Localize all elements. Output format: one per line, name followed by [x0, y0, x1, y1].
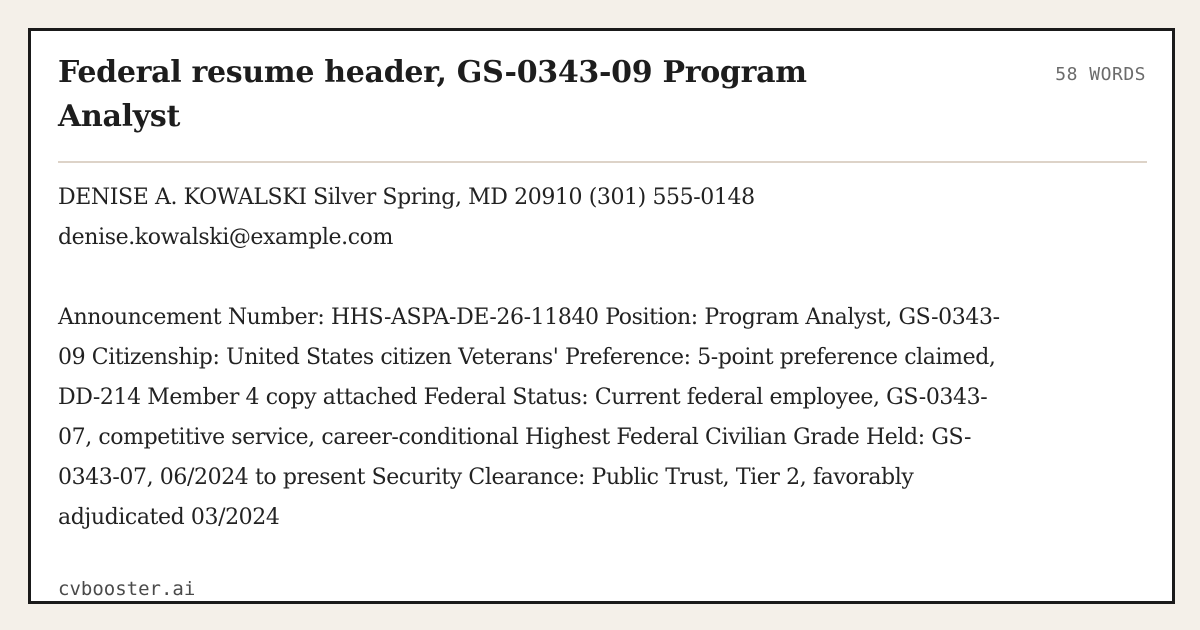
brand-footer: cvbooster.ai	[58, 578, 196, 600]
resume-snippet-card	[28, 28, 1175, 604]
card-title: Federal resume header, GS-0343-09 Program Analyst	[58, 55, 807, 134]
resume-header-text: DENISE A. KOWALSKI Silver Spring, MD 20910 (301) 555-0148 denise.kowalski@example.com Announcement Number: HHS-ASPA-DE-26-11840 Position: Program Analyst, GS-0343-09 Citizenship: United States citizen Veterans' Preference: 5-point preference claimed, DD-214 Member 4 copy attached Federal Status: Current federal employee, GS-0343-07, competitive service, career-conditional Highest Federal Civilian Grade Held: GS-0343-07, 06/2024 to present Security Clearance: Public Trust, Tier 2, favorably adjudicated 03/2024	[58, 185, 1000, 530]
word-count-badge: 58 WORDS	[1055, 64, 1146, 85]
title-divider	[58, 161, 1147, 163]
